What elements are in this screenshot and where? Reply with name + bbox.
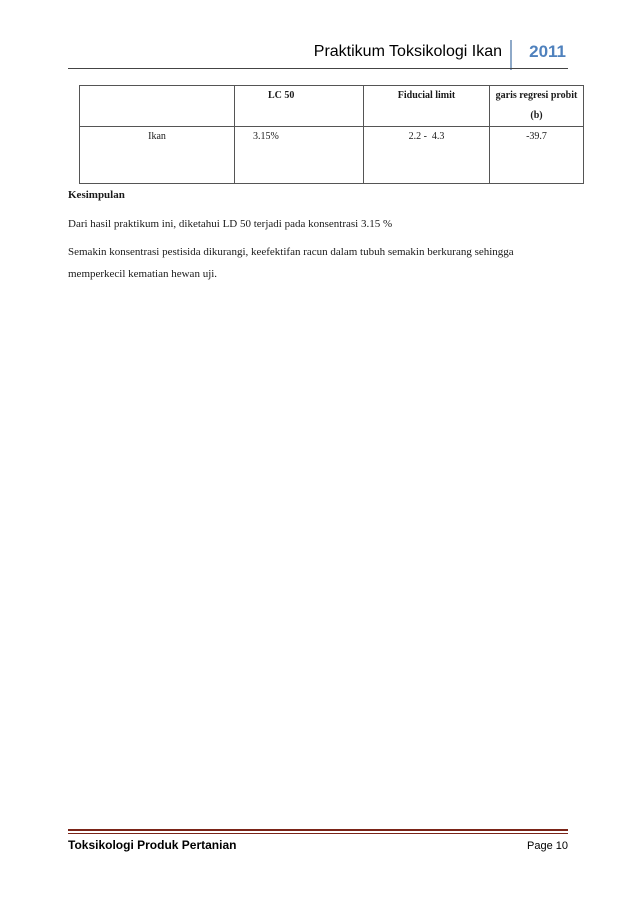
page-header: [68, 38, 568, 68]
table-header-cell: [80, 86, 235, 127]
footer-rule: [68, 829, 568, 831]
page-number: Page 10: [527, 840, 568, 852]
footer-title: Toksikologi Produk Pertanian: [68, 838, 237, 852]
header-title: Praktikum Toksikologi Ikan: [313, 43, 502, 60]
results-table: [79, 85, 584, 184]
paragraph: Dari hasil praktikum ini, diketahui LD 50 terjadi pada konsentrasi 3.15 %: [68, 218, 393, 230]
table-cell: Ikan: [80, 127, 235, 184]
header-year: 2011: [529, 42, 566, 61]
table-header-cell: LC 50: [235, 86, 364, 127]
paragraph: Semakin konsentrasi pestisida dikurangi, keefektifan racun dalam tubuh semakin berkurang sehingga memperkecil kematian hewan uji.: [68, 246, 514, 280]
section-title: Kesimpulan: [68, 189, 125, 201]
header-separator: [510, 40, 512, 70]
table-cell: -39.7: [490, 127, 584, 184]
footer-rule: [68, 833, 568, 834]
table-header-cell: Fiducial limit: [364, 86, 490, 127]
header-rule: [68, 68, 568, 69]
table-header-row: [80, 86, 584, 127]
table-cell: 3.15%: [235, 127, 364, 184]
table-cell: 2.2 - 4.3: [364, 127, 490, 184]
table-row: [80, 127, 584, 184]
table-header-cell: garis regresi probit (b): [490, 86, 584, 127]
